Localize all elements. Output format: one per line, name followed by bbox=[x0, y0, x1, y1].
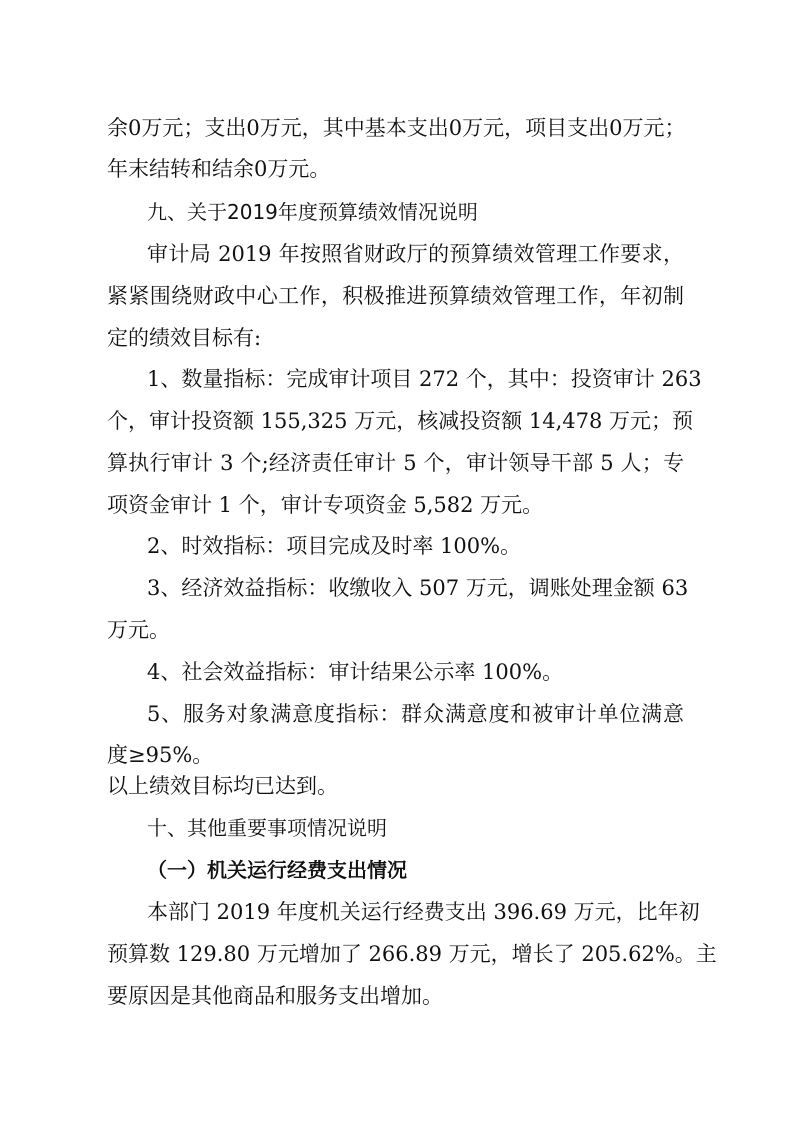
section-heading-other-matters: 十、其他重要事项情况说明 bbox=[147, 816, 387, 840]
paragraph-line: 审计局 2019 年按照省财政厅的预算绩效管理工作要求， bbox=[147, 242, 684, 266]
list-item-line: 算执行审计 3 个;经济责任审计 5 个，审计领导干部 5 人；专 bbox=[107, 451, 684, 475]
list-item-line: 3、经济效益指标：收缴收入 507 万元，调账处理金额 63 bbox=[147, 576, 689, 600]
list-item-line: 项资金审计 1 个，审计专项资金 5,582 万元。 bbox=[107, 493, 544, 517]
paragraph-line: 定的绩效目标有: bbox=[107, 326, 262, 350]
list-item-line: 2、时效指标：项目完成及时率 100%。 bbox=[147, 534, 522, 558]
paragraph-line: 预算数 129.80 万元增加了 266.89 万元，增长了 205.62%。主 bbox=[107, 942, 717, 966]
list-item-line: 4、社会效益指标：审计结果公示率 100%。 bbox=[147, 660, 564, 684]
subsection-heading-operating-expenses: （一）机关运行经费支出情况 bbox=[147, 858, 407, 882]
paragraph-line: 以上绩效目标均已达到。 bbox=[107, 774, 338, 798]
list-item-line: 个，审计投资额 155,325 万元，核减投资额 14,478 万元；预 bbox=[107, 409, 694, 433]
paragraph-line: 余0万元；支出0万元，其中基本支出0万元，项目支出0万元； bbox=[107, 116, 686, 140]
section-heading-performance: 九、关于2019年度预算绩效情况说明 bbox=[147, 200, 478, 224]
list-item-line: 万元。 bbox=[107, 618, 170, 642]
paragraph-line: 紧紧围绕财政中心工作，积极推进预算绩效管理工作，年初制 bbox=[107, 284, 684, 308]
paragraph-line: 本部门 2019 年度机关运行经费支出 396.69 万元，比年初 bbox=[147, 900, 700, 924]
list-item-line: 1、数量指标：完成审计项目 272 个，其中：投资审计 263 bbox=[147, 367, 702, 391]
list-item-line: 5、服务对象满意度指标：群众满意度和被审计单位满意 bbox=[147, 702, 684, 726]
paragraph-line: 年末结转和结余0万元。 bbox=[107, 157, 331, 181]
list-item-line: 度≥95%。 bbox=[107, 743, 214, 767]
paragraph-line: 要原因是其他商品和服务支出增加。 bbox=[107, 984, 443, 1008]
